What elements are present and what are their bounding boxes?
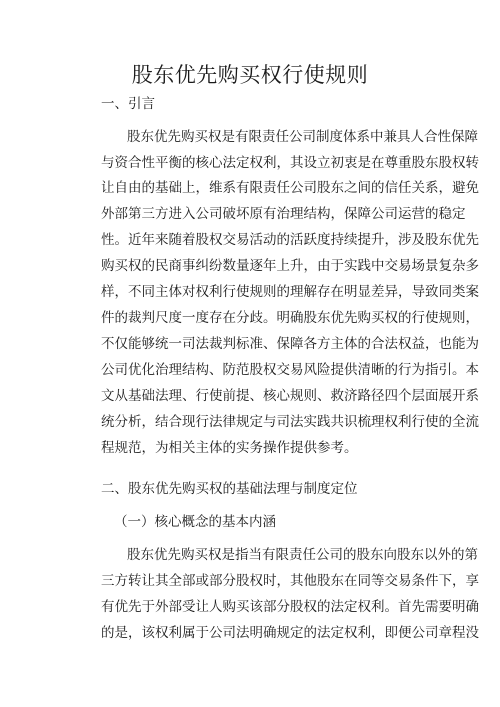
section-1-heading: 一、引言 <box>101 96 155 112</box>
paragraph-line: 让自由的基础上，维系有限责任公司股东之间的信任关系，避免 <box>101 180 479 196</box>
section-2-heading: 二、股东优先购买权的基础法理与制度定位 <box>101 481 358 497</box>
paragraph-line: 购买权的民商事纠纷数量逐年上升，由于实践中交易场景复杂多 <box>101 258 479 274</box>
paragraph-line: 三方转让其全部或部分股权时，其他股东在同等交易条件下，享 <box>101 573 479 589</box>
paragraph-line: 性。近年来随着股权交易活动的活跃度持续提升，涉及股东优先 <box>101 232 479 248</box>
paragraph-line: 股东优先购买权是指当有限责任公司的股东向股东以外的第 <box>127 547 478 563</box>
paragraph-line: 样，不同主体对权利行使规则的理解存在明显差异，导致同类案 <box>101 284 479 300</box>
paragraph-line: 不仅能够统一司法裁判标准、保障各方主体的合法权益，也能为 <box>101 336 479 352</box>
subsection-1-heading: （一）核心概念的基本内涵 <box>114 514 276 530</box>
paragraph-line: 件的裁判尺度一度存在分歧。明确股东优先购买权的行使规则， <box>101 310 479 326</box>
paragraph-line: 股东优先购买权是有限责任公司制度体系中兼具人合性保障 <box>127 129 478 145</box>
paragraph-line: 程规范，为相关主体的实务操作提供参考。 <box>101 440 358 456</box>
paragraph-line: 公司优化治理结构、防范股权交易风险提供清晰的行为指引。本 <box>101 362 479 378</box>
paragraph-line: 外部第三方进入公司破坏原有治理结构，保障公司运营的稳定 <box>101 206 466 222</box>
paragraph-line: 与资合性平衡的核心法定权利，其设立初衷是在尊重股东股权转 <box>101 155 479 171</box>
paragraph-line: 的是，该权利属于公司法明确规定的法定权利，即便公司章程没 <box>101 625 479 641</box>
paragraph-line: 文从基础法理、行使前提、核心规则、救济路径四个层面展开系 <box>101 388 479 404</box>
paragraph-line: 统分析，结合现行法律规定与司法实践共识梳理权利行使的全流 <box>101 414 479 430</box>
paragraph-line: 有优先于外部受让人购买该部分股权的法定权利。首先需要明确 <box>101 599 479 615</box>
document-title: 股东优先购买权行使规则 <box>131 63 369 87</box>
